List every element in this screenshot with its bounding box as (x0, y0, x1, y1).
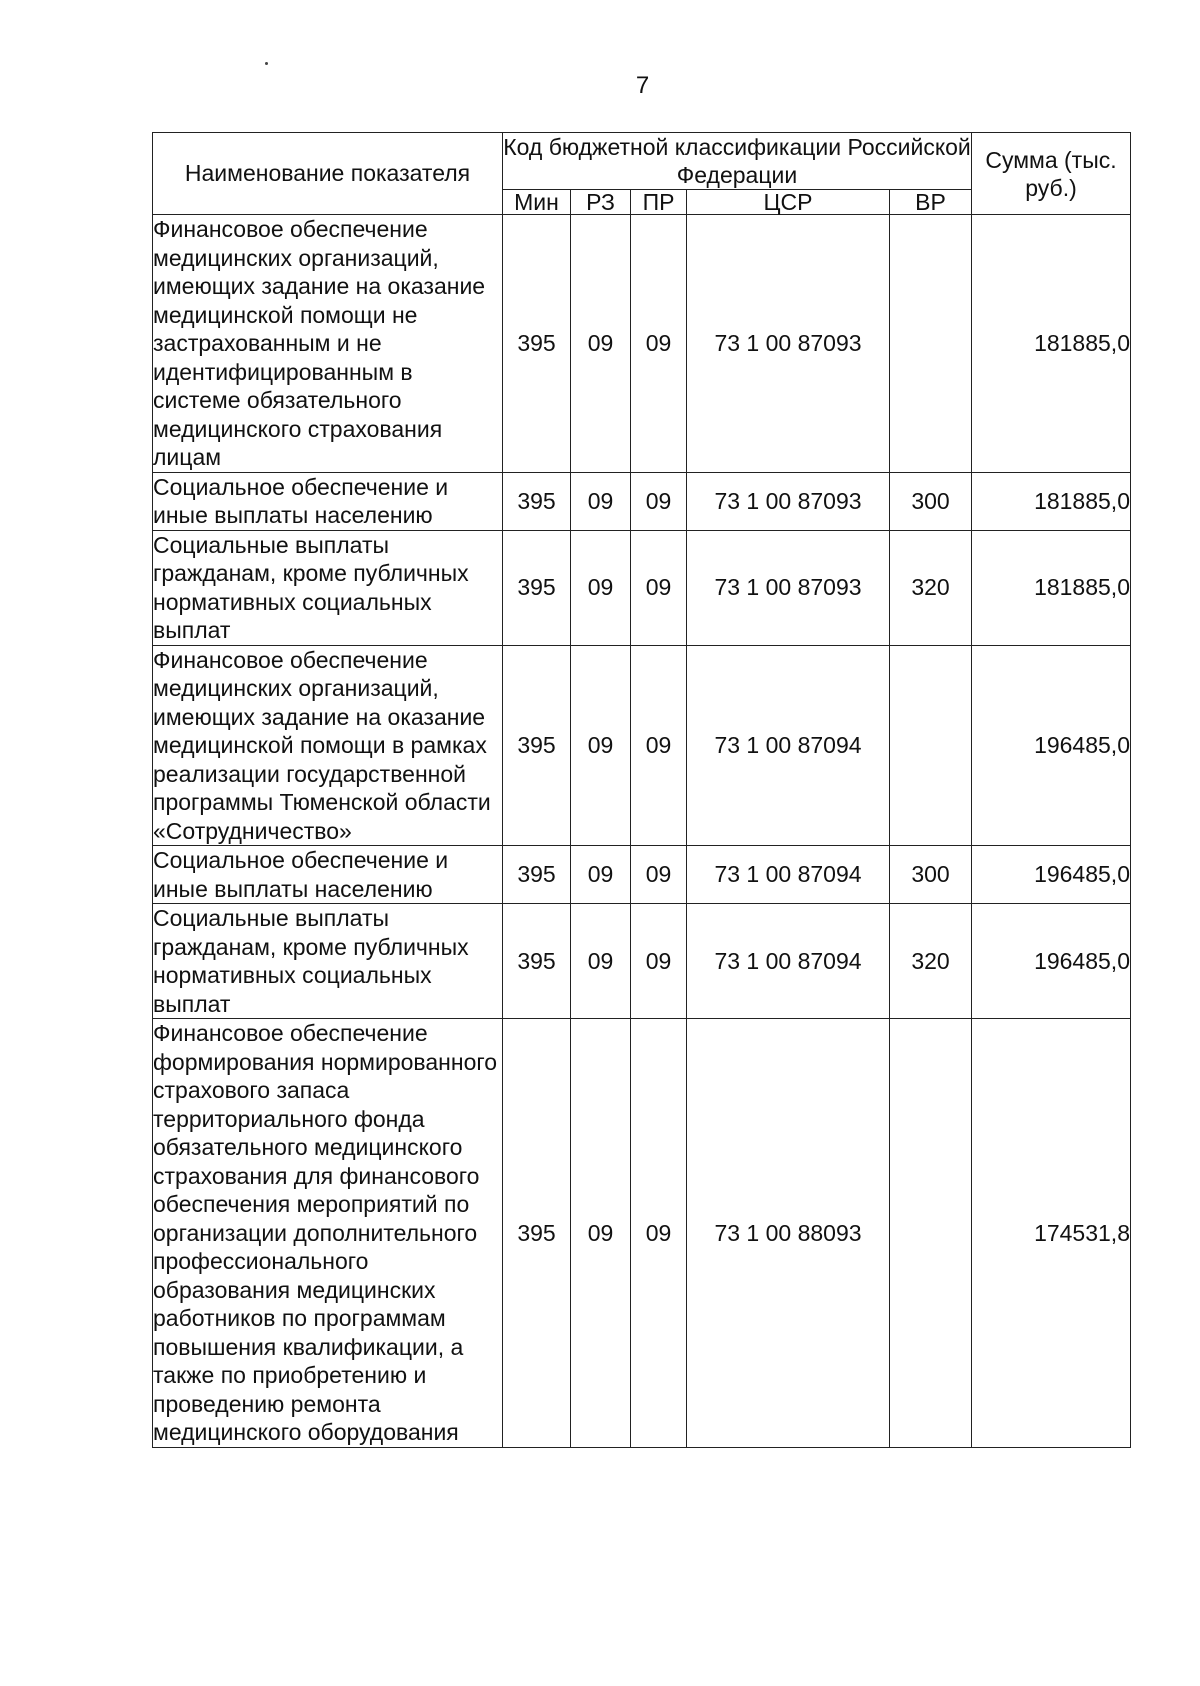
cell-sum: 196485,0 (972, 846, 1131, 904)
scan-speck (265, 62, 268, 65)
cell-min: 395 (503, 846, 571, 904)
cell-pr: 09 (631, 904, 687, 1019)
cell-pr: 09 (631, 846, 687, 904)
cell-min: 395 (503, 472, 571, 530)
cell-csr: 73 1 00 87094 (687, 904, 890, 1019)
cell-vr: 320 (890, 904, 972, 1019)
header-pr: ПР (631, 190, 687, 215)
header-rz: РЗ (571, 190, 631, 215)
cell-vr: 300 (890, 846, 972, 904)
cell-rz: 09 (571, 846, 631, 904)
cell-name: Социальное обеспечение и иные выплаты населению (153, 472, 503, 530)
header-csr: ЦСР (687, 190, 890, 215)
header-code-group: Код бюджетной классификации Российской Федерации (503, 134, 971, 188)
cell-csr: 73 1 00 87094 (687, 846, 890, 904)
table-row (153, 472, 1131, 530)
cell-rz: 09 (571, 904, 631, 1019)
table-row (153, 645, 1131, 846)
table-row (153, 1019, 1131, 1448)
cell-name: Финансовое обеспечение формирования нормированного страхового запаса территориального фонда обязательного медицинского страхования для финансового обеспечения мероприятий по организации дополнительного профессионального образования медицинских работников по программам повышения квалификации, а также по приобретению и проведению ремонта медицинского оборудования (153, 1019, 503, 1448)
cell-pr: 09 (631, 1019, 687, 1448)
cell-pr: 09 (631, 645, 687, 846)
cell-csr: 73 1 00 87094 (687, 645, 890, 846)
table-row (153, 904, 1131, 1019)
cell-csr: 73 1 00 88093 (687, 1019, 890, 1448)
cell-rz: 09 (571, 645, 631, 846)
cell-vr: 320 (890, 530, 972, 645)
header-name: Наименование показателя (153, 133, 503, 215)
header-vr: ВР (890, 190, 972, 215)
cell-name: Социальные выплаты гражданам, кроме публичных нормативных социальных выплат (153, 530, 503, 645)
table-row (153, 846, 1131, 904)
cell-pr: 09 (631, 215, 687, 473)
cell-rz: 09 (571, 530, 631, 645)
cell-pr: 09 (631, 472, 687, 530)
table-row (153, 215, 1131, 473)
cell-rz: 09 (571, 215, 631, 473)
cell-min: 395 (503, 904, 571, 1019)
budget-table (152, 132, 1131, 1448)
cell-min: 395 (503, 645, 571, 846)
cell-rz: 09 (571, 1019, 631, 1448)
cell-name: Финансовое обеспечение медицинских организаций, имеющих задание на оказание медицинской помощи не застрахованным и не идентифицированным в системе обязательного медицинского страхования лицам (153, 215, 503, 473)
header-sum: Сумма (тыс. руб.) (972, 133, 1131, 215)
cell-csr: 73 1 00 87093 (687, 215, 890, 473)
cell-sum: 181885,0 (972, 215, 1131, 473)
cell-sum: 181885,0 (972, 530, 1131, 645)
cell-vr (890, 215, 972, 473)
cell-sum: 196485,0 (972, 645, 1131, 846)
cell-vr: 300 (890, 472, 972, 530)
cell-rz: 09 (571, 472, 631, 530)
cell-sum: 196485,0 (972, 904, 1131, 1019)
page-number: 7 (635, 72, 650, 99)
cell-pr: 09 (631, 530, 687, 645)
cell-min: 395 (503, 1019, 571, 1448)
cell-csr: 73 1 00 87093 (687, 472, 890, 530)
cell-vr (890, 645, 972, 846)
table-row (153, 530, 1131, 645)
header-min: Мин (503, 190, 571, 215)
cell-vr (890, 1019, 972, 1448)
cell-csr: 73 1 00 87093 (687, 530, 890, 645)
cell-name: Социальное обеспечение и иные выплаты населению (153, 846, 503, 904)
cell-sum: 174531,8 (972, 1019, 1131, 1448)
cell-name: Финансовое обеспечение медицинских организаций, имеющих задание на оказание медицинской помощи в рамках реализации государственной программы Тюменской области «Сотрудничество» (153, 645, 503, 846)
cell-sum: 181885,0 (972, 472, 1131, 530)
cell-min: 395 (503, 215, 571, 473)
cell-min: 395 (503, 530, 571, 645)
cell-name: Социальные выплаты гражданам, кроме публичных нормативных социальных выплат (153, 904, 503, 1019)
